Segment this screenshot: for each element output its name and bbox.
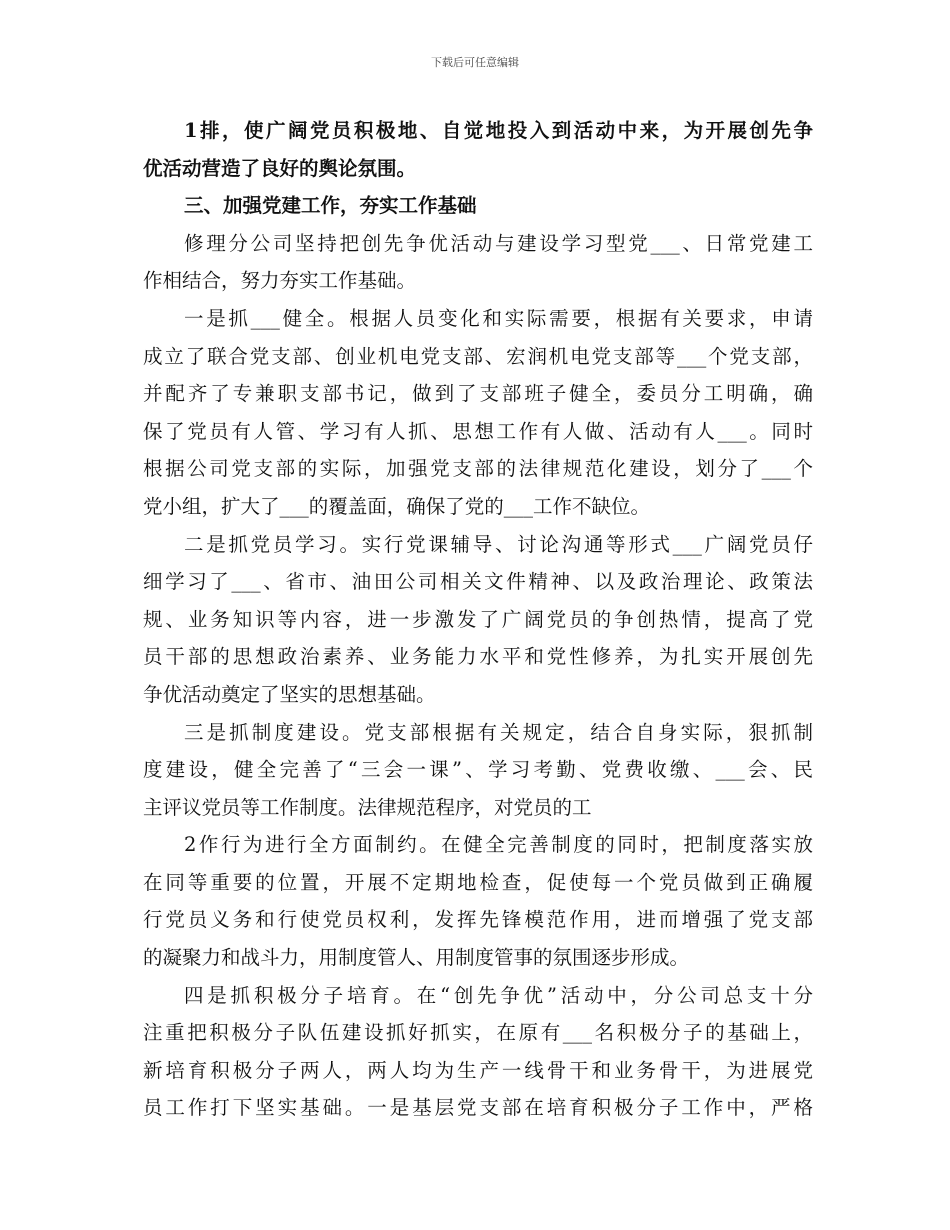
text-line: 主评议党员等工作制度。法律规范程序，对党员的工 — [143, 795, 592, 819]
text-line: 的凝聚力和战斗力，用制度管人、用制度管事的氛围逐步形成。 — [143, 946, 690, 970]
text-line: 并配齐了专兼职支部书记，做到了支部班子健全，委员分工明确，确 — [143, 382, 813, 406]
document-body — [143, 112, 813, 1127]
text-line: 二是抓党员学习。实行党课辅导、讨论沟通等形式___广阔党员仔 — [184, 532, 813, 556]
text-line: 员干部的思想政治素养、业务能力水平和党性修养，为扎实开展创先 — [143, 645, 813, 669]
text-line: 规、业务知识等内容，进一步激发了广阔党员的争创热情，提高了党 — [143, 607, 813, 631]
text-line: 在同等重要的位置，开展不定期地检查，促使每一个党员做到正确履 — [143, 870, 813, 894]
text-line: 党小组，扩大了___的覆盖面，确保了党的___工作不缺位。 — [143, 494, 651, 518]
text-line: 争优活动奠定了坚实的思想基础。 — [143, 682, 436, 706]
text-line: 作相结合，努力夯实工作基础。 — [143, 269, 417, 293]
text-line: 注重把积极分子队伍建设抓好抓实，在原有___名积极分子的基础上， — [143, 1021, 813, 1045]
text-line: 三是抓制度建设。党支部根据有关规定，结合自身实际，狠抓制 — [184, 720, 813, 744]
text-line: 成立了联合党支部、创业机电党支部、宏润机电党支部等___个党支部， — [143, 344, 813, 368]
text-line: 1排，使广阔党员积极地、自觉地投入到活动中来，为开展创先争 — [184, 119, 813, 142]
text-line: 一是抓___健全。根据人员变化和实际需要，根据有关要求，申请 — [184, 306, 813, 330]
page-header: 下载后可任意编辑 — [431, 56, 519, 69]
text-line: 优活动营造了良好的舆论氛围。 — [143, 156, 417, 180]
text-line: 员工作打下坚实基础。一是基层党支部在培育积极分子工作中，严格 — [143, 1096, 813, 1120]
text-line: 根据公司党支部的实际，加强党支部的法律规范化建设，划分了___个 — [143, 457, 813, 481]
text-line: 细学习了___、省市、油田公司相关文件精神、以及政治理论、政策法 — [143, 570, 813, 594]
text-line: 保了党员有人管、学习有人抓、思想工作有人做、活动有人___。同时 — [143, 419, 813, 443]
text-line: 行党员义务和行使党员权利，发挥先锋模范作用，进而增强了党支部 — [143, 908, 813, 932]
text-line: 修理分公司坚持把创先争优活动与建设学习型党___、日常党建工 — [184, 231, 813, 255]
text-line: 度建设，健全完善了“三会一课”、学习考勤、党费收缴、___会、民 — [143, 758, 813, 782]
text-line: 四是抓积极分子培育。在“创先争优”活动中，分公司总支十分 — [184, 983, 813, 1007]
text-line: 2作行为进行全方面制约。在健全完善制度的同时，把制度落实放 — [184, 833, 813, 857]
text-line: 新培育积极分子两人，两人均为生产一线骨干和业务骨干，为进展党 — [143, 1058, 813, 1082]
section-heading: 三、加强党建工作，夯实工作基础 — [184, 194, 477, 218]
